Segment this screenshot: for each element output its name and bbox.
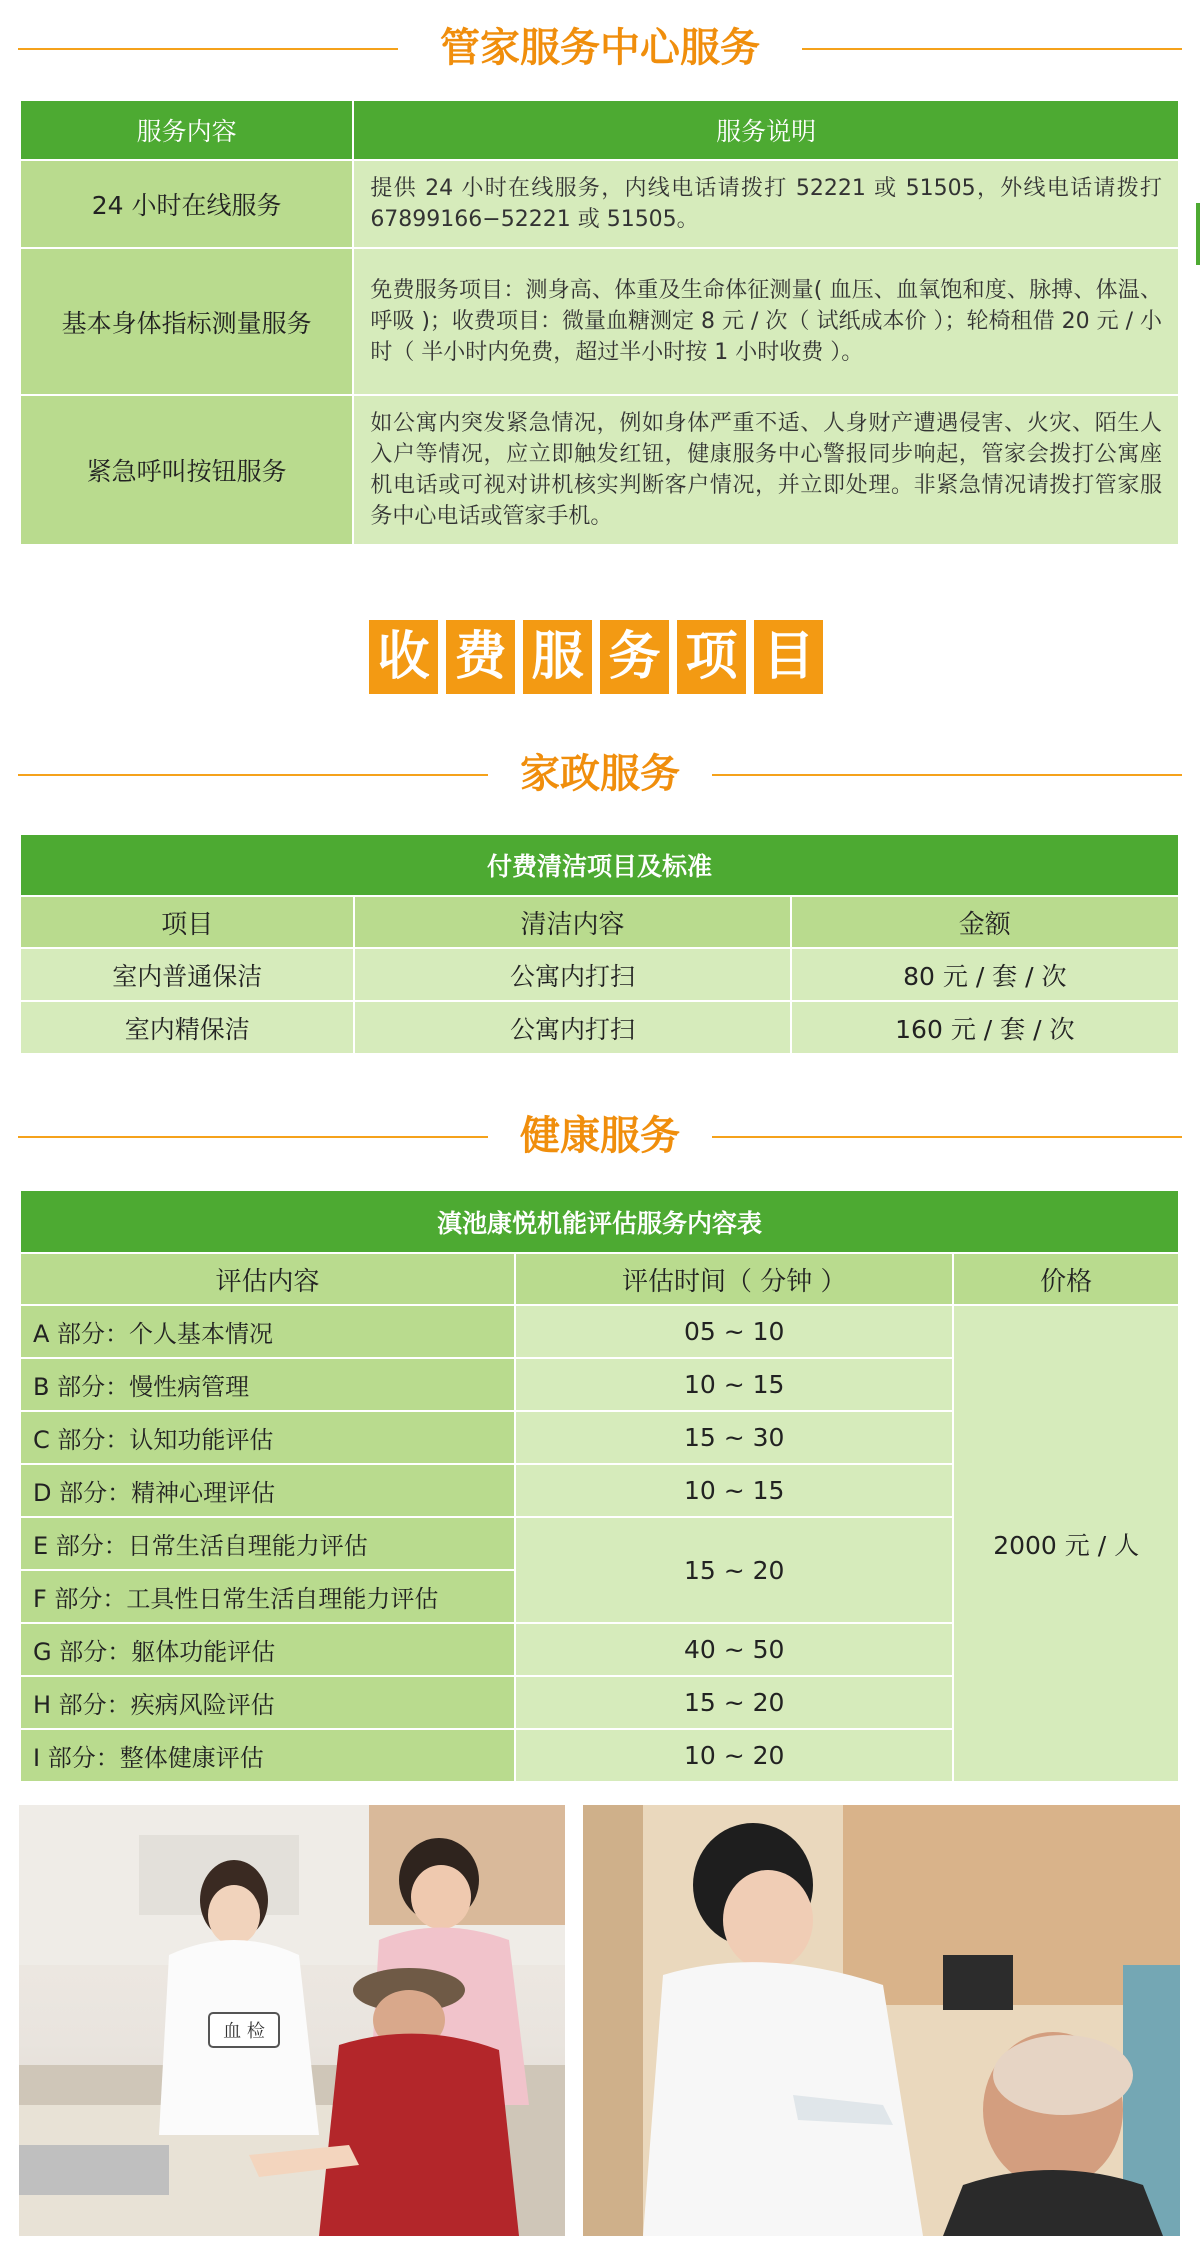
photo-dental-check: [583, 1805, 1180, 2236]
table-caption: 滇池康悦机能评估服务内容表: [20, 1190, 1179, 1253]
edge-marker: [1196, 203, 1200, 265]
service-name: 基本身体指标测量服务: [20, 248, 353, 395]
service-desc: 提供 24 小时在线服务，内线电话请拨打 52221 或 51505，外线电话请拨打 67899166−52221 或 51505。: [353, 160, 1179, 248]
assessment-time: 05 ~ 10: [515, 1305, 953, 1358]
assessment-time: 10 ~ 20: [515, 1729, 953, 1782]
divider-line-right: [802, 48, 1182, 50]
assessment-item: F 部分：工具性日常生活自理能力评估: [20, 1570, 515, 1623]
table-header: 项目: [20, 896, 354, 948]
paid-services-banner: [369, 620, 823, 694]
divider-line-right: [712, 1136, 1182, 1138]
assessment-item: B 部分：慢性病管理: [20, 1358, 515, 1411]
divider-line-left: [18, 1136, 488, 1138]
banner-char: 务: [600, 620, 669, 694]
table-header: 金额: [791, 896, 1179, 948]
service-desc: 如公寓内突发紧急情况，例如身体严重不适、人身财产遭遇侵害、火灾、陌生人入户等情况，应立即触发红钮，健康服务中心警报同步响起，管家会拨打公寓座机电话或可视对讲机核实判断客户情况，并立即处理。非紧急情况请拨打管家服务中心电话或管家手机。: [353, 395, 1179, 545]
divider-line-left: [18, 774, 488, 776]
section-title: 健康服务: [520, 1113, 680, 1159]
service-name: 24 小时在线服务: [20, 160, 353, 248]
service-desc: 免费服务项目：测身高、体重及生命体征测量( 血压、血氧饱和度、脉搏、体温、呼吸 )；收费项目：微量血糖测定 8 元 / 次（ 试纸成本价 ）；轮椅租借 20 元 / 小时（ 半小时内免费，超过半小时按 1 小时收费 ）。: [353, 248, 1179, 395]
assessment-item: Ⅰ 部分：整体健康评估: [20, 1729, 515, 1782]
assessment-table: [19, 1189, 1180, 1783]
table-cell: 公寓内打扫: [354, 948, 790, 1001]
section-heading-butler: [0, 18, 1200, 78]
assessment-item: C 部分：认知功能评估: [20, 1411, 515, 1464]
photo-dental-illustration: [583, 1805, 1180, 2236]
cleaning-table: [19, 833, 1180, 1055]
assessment-price: 2000 元 / 人: [953, 1305, 1179, 1782]
table-header: 清洁内容: [354, 896, 790, 948]
table-header: 评估内容: [20, 1253, 515, 1305]
table-header: 价格: [953, 1253, 1179, 1305]
table-cell: 室内精保洁: [20, 1001, 354, 1054]
assessment-item: G 部分：躯体功能评估: [20, 1623, 515, 1676]
banner-char: 项: [677, 620, 746, 694]
assessment-item: H 部分：疾病风险评估: [20, 1676, 515, 1729]
section-heading-housekeeping: [0, 744, 1200, 804]
service-name: 紧急呼叫按钮服务: [20, 395, 353, 545]
table-header: 评估时间（ 分钟 ）: [515, 1253, 953, 1305]
assessment-time: 15 ~ 20: [515, 1676, 953, 1729]
table-cell: 80 元 / 套 / 次: [791, 948, 1179, 1001]
table-header: 服务说明: [353, 100, 1179, 160]
section-title: 家政服务: [520, 751, 680, 797]
assessment-time: 40 ~ 50: [515, 1623, 953, 1676]
assessment-item: A 部分：个人基本情况: [20, 1305, 515, 1358]
photo-blood-test: [19, 1805, 565, 2236]
banner-char: 费: [446, 620, 515, 694]
table-caption: 付费清洁项目及标准: [20, 834, 1179, 896]
assessment-item: D 部分：精神心理评估: [20, 1464, 515, 1517]
banner-char: 服: [523, 620, 592, 694]
photo-blood-test-illustration: [19, 1805, 565, 2236]
table-header: 服务内容: [20, 100, 353, 160]
photo-sign-text: 血 检: [223, 2021, 265, 2042]
divider-line-left: [18, 48, 398, 50]
section-heading-health: [0, 1106, 1200, 1166]
banner-char: 收: [369, 620, 438, 694]
banner-char: 目: [754, 620, 823, 694]
assessment-item: E 部分：日常生活自理能力评估: [20, 1517, 515, 1570]
assessment-time: 10 ~ 15: [515, 1358, 953, 1411]
table-cell: 公寓内打扫: [354, 1001, 790, 1054]
divider-line-right: [712, 774, 1182, 776]
assessment-time: 10 ~ 15: [515, 1464, 953, 1517]
table-cell: 160 元 / 套 / 次: [791, 1001, 1179, 1054]
section-title: 管家服务中心服务: [440, 25, 760, 71]
butler-service-table: [19, 99, 1180, 546]
assessment-time: 15 ~ 20: [515, 1517, 953, 1623]
assessment-time: 15 ~ 30: [515, 1411, 953, 1464]
table-cell: 室内普通保洁: [20, 948, 354, 1001]
